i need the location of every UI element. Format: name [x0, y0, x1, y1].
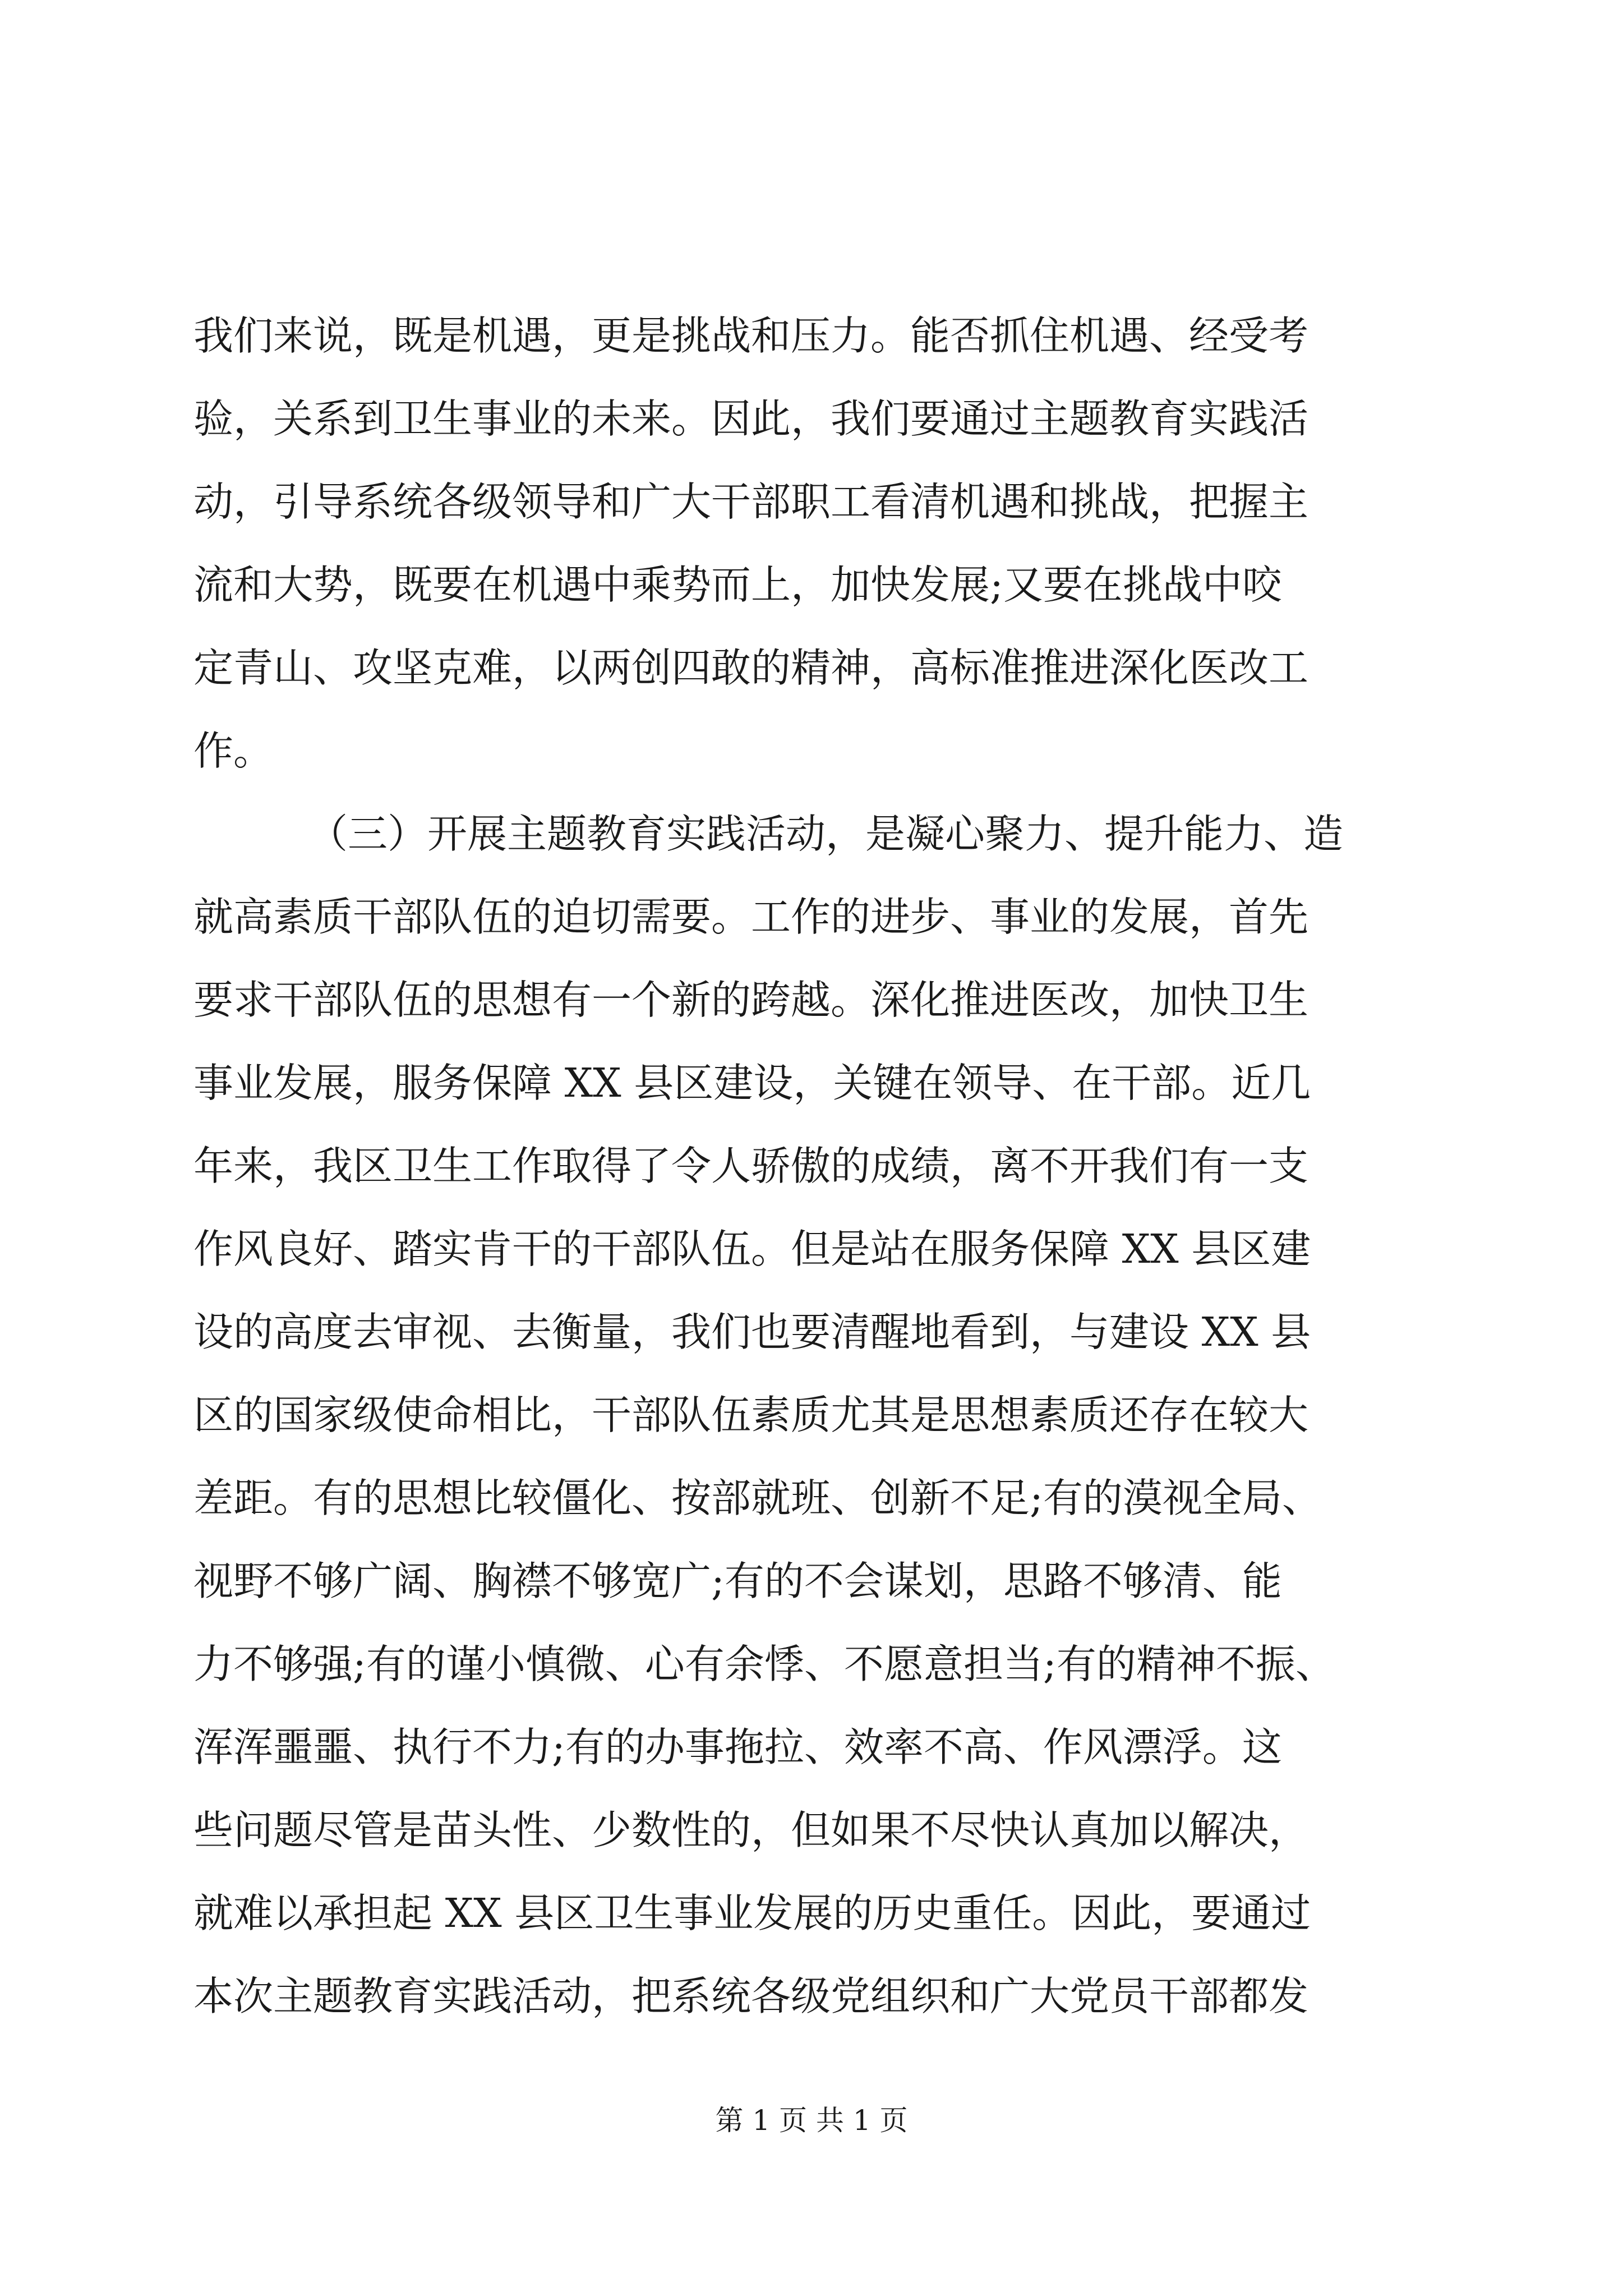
text-line: 动，引导系统各级领导和广大干部职工看清机遇和挑战，把握主: [193, 478, 1309, 525]
text-line: 设的高度去审视、去衡量，我们也要清醒地看到，与建设 XX 县: [193, 1309, 1311, 1355]
text-line: 区的国家级使命相比，干部队伍素质尤其是思想素质还存在较大: [193, 1392, 1309, 1438]
text-line: 验，关系到卫生事业的未来。因此，我们要通过主题教育实践活: [193, 395, 1309, 442]
text-line: 就高素质干部队伍的迫切需要。工作的进步、事业的发展，首先: [193, 894, 1309, 940]
paragraph-start-line: （三）开展主题教育实践活动，是凝心聚力、提升能力、造: [308, 811, 1344, 857]
text-line: 本次主题教育实践活动，把系统各级党组织和广大党员干部都发: [193, 1973, 1309, 2019]
text-line: 定青山、攻坚克难，以两创四敢的精神，高标准推进深化医改工: [193, 645, 1309, 691]
text-line: 流和大势，既要在机遇中乘势而上，加快发展;又要在挑战中咬: [193, 562, 1282, 608]
text-line: 浑浑噩噩、执行不力;有的办事拖拉、效率不高、作风漂浮。这: [193, 1724, 1282, 1770]
text-line: 力不够强;有的谨小慎微、心有余悸、不愿意担当;有的精神不振、: [193, 1641, 1335, 1687]
text-line: 就难以承担起 XX 县区卫生事业发展的历史重任。因此，要通过: [193, 1890, 1311, 1936]
text-line: 作风良好、踏实肯干的干部队伍。但是站在服务保障 XX 县区建: [193, 1226, 1311, 1272]
text-line: 我们来说，既是机遇，更是挑战和压力。能否抓住机遇、经受考: [193, 312, 1309, 359]
text-line: 些问题尽管是苗头性、少数性的，但如果不尽快认真加以解决，: [193, 1807, 1309, 1853]
body-text: [193, 295, 1427, 2038]
page-footer: [0, 2101, 1623, 2140]
text-line: 要求干部队伍的思想有一个新的跨越。深化推进医改，加快卫生: [193, 977, 1309, 1023]
text-line: 作。: [193, 728, 274, 774]
text-line: 差距。有的思想比较僵化、按部就班、创新不足;有的漠视全局、: [193, 1475, 1322, 1521]
page-number-label: 第 1 页 共 1 页: [715, 2104, 908, 2137]
text-line: 年来，我区卫生工作取得了令人骄傲的成绩，离不开我们有一支: [193, 1143, 1309, 1189]
text-line: 视野不够广阔、胸襟不够宽广;有的不会谋划，思路不够清、能: [193, 1558, 1282, 1604]
text-line: 事业发展，服务保障 XX 县区建设，关键在领导、在干部。近几: [193, 1060, 1311, 1106]
